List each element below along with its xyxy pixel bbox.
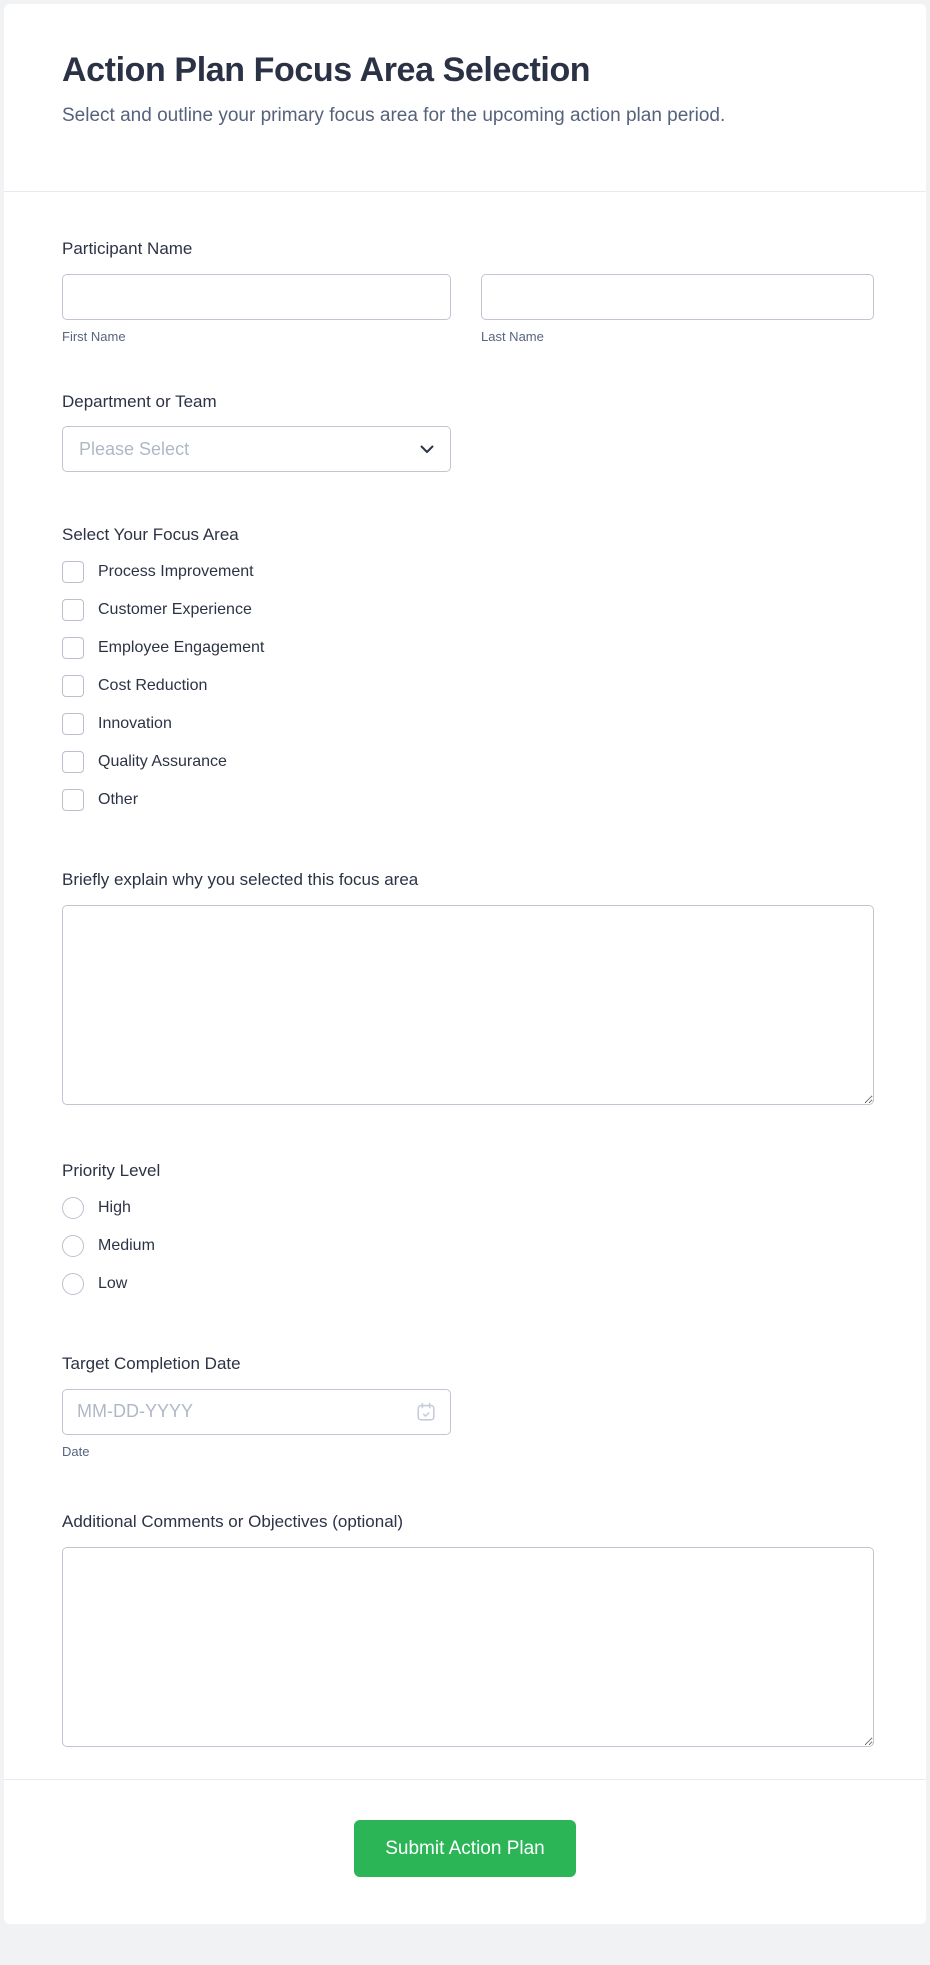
page-title: Action Plan Focus Area Selection [62, 51, 591, 89]
participant-name-label: Participant Name [62, 239, 193, 258]
checkbox-icon[interactable] [62, 751, 84, 773]
checkbox-label: Cost Reduction [98, 677, 208, 695]
checkbox-option-quality-assurance[interactable] [62, 751, 882, 773]
checkbox-option-other[interactable] [62, 789, 882, 811]
comments-label: Additional Comments or Objectives (optional) [62, 1511, 404, 1531]
section-department [62, 391, 882, 472]
checkbox-label: Customer Experience [98, 601, 252, 619]
name-fields-row [62, 274, 882, 344]
checkbox-icon[interactable] [62, 561, 84, 583]
radio-option-low[interactable] [62, 1273, 882, 1295]
checkbox-label: Employee Engagement [98, 639, 265, 657]
form-footer [4, 1779, 926, 1924]
checkbox-icon[interactable] [62, 713, 84, 735]
checkbox-icon[interactable] [62, 675, 84, 697]
radio-icon[interactable] [62, 1273, 84, 1295]
department-select-value: Please Select [79, 438, 190, 459]
department-label: Department or Team [62, 392, 217, 412]
checkbox-icon[interactable] [62, 637, 84, 659]
checkbox-option-innovation[interactable] [62, 713, 882, 735]
section-target-date [62, 1353, 882, 1458]
section-participant-name [62, 238, 882, 344]
radio-option-high[interactable] [62, 1197, 882, 1219]
comments-textarea[interactable] [62, 1547, 874, 1747]
first-name-sublabel: First Name [62, 329, 126, 345]
radio-option-medium[interactable] [62, 1235, 882, 1257]
focus-area-label: Select Your Focus Area [62, 525, 239, 545]
department-select[interactable] [62, 426, 451, 472]
radio-label: Medium [98, 1237, 155, 1255]
first-name-group [62, 274, 451, 344]
checkbox-label: Innovation [98, 715, 172, 733]
checkbox-label: Other [98, 791, 139, 809]
last-name-group [481, 274, 874, 344]
checkbox-option-process-improvement[interactable] [62, 561, 882, 583]
checkbox-icon[interactable] [62, 599, 84, 621]
last-name-sublabel: Last Name [481, 329, 544, 345]
section-priority [62, 1160, 882, 1295]
target-date-label: Target Completion Date [62, 1354, 241, 1374]
focus-area-options [62, 561, 882, 811]
section-focus-area [62, 524, 882, 811]
priority-options [62, 1197, 882, 1295]
checkbox-icon[interactable] [62, 789, 84, 811]
radio-label: Low [98, 1275, 128, 1293]
page-subtitle: Select and outline your primary focus area for the upcoming action plan period. [62, 104, 726, 126]
checkbox-option-employee-engagement[interactable] [62, 637, 882, 659]
chevron-down-icon [420, 445, 434, 454]
explanation-label: Briefly explain why you selected this focus area [62, 870, 419, 890]
checkbox-label: Process Improvement [98, 563, 254, 581]
explanation-textarea[interactable] [62, 905, 874, 1105]
date-sublabel: Date [62, 1443, 90, 1459]
section-comments [62, 1511, 882, 1747]
first-name-field[interactable] [62, 274, 451, 320]
radio-icon[interactable] [62, 1197, 84, 1219]
form-header [4, 4, 926, 192]
checkbox-label: Quality Assurance [98, 753, 227, 771]
radio-icon[interactable] [62, 1235, 84, 1257]
date-input[interactable] [62, 1389, 451, 1435]
submit-action-plan-button[interactable]: Submit Action Plan [354, 1820, 576, 1877]
form-card [4, 4, 926, 1924]
checkbox-option-cost-reduction[interactable] [62, 675, 882, 697]
date-field-group [62, 1389, 451, 1435]
section-explanation [62, 869, 882, 1105]
radio-label: High [98, 1199, 131, 1217]
form-body [4, 238, 926, 1747]
priority-label: Priority Level [62, 1161, 161, 1181]
last-name-field[interactable] [481, 274, 874, 320]
checkbox-option-customer-experience[interactable] [62, 599, 882, 621]
